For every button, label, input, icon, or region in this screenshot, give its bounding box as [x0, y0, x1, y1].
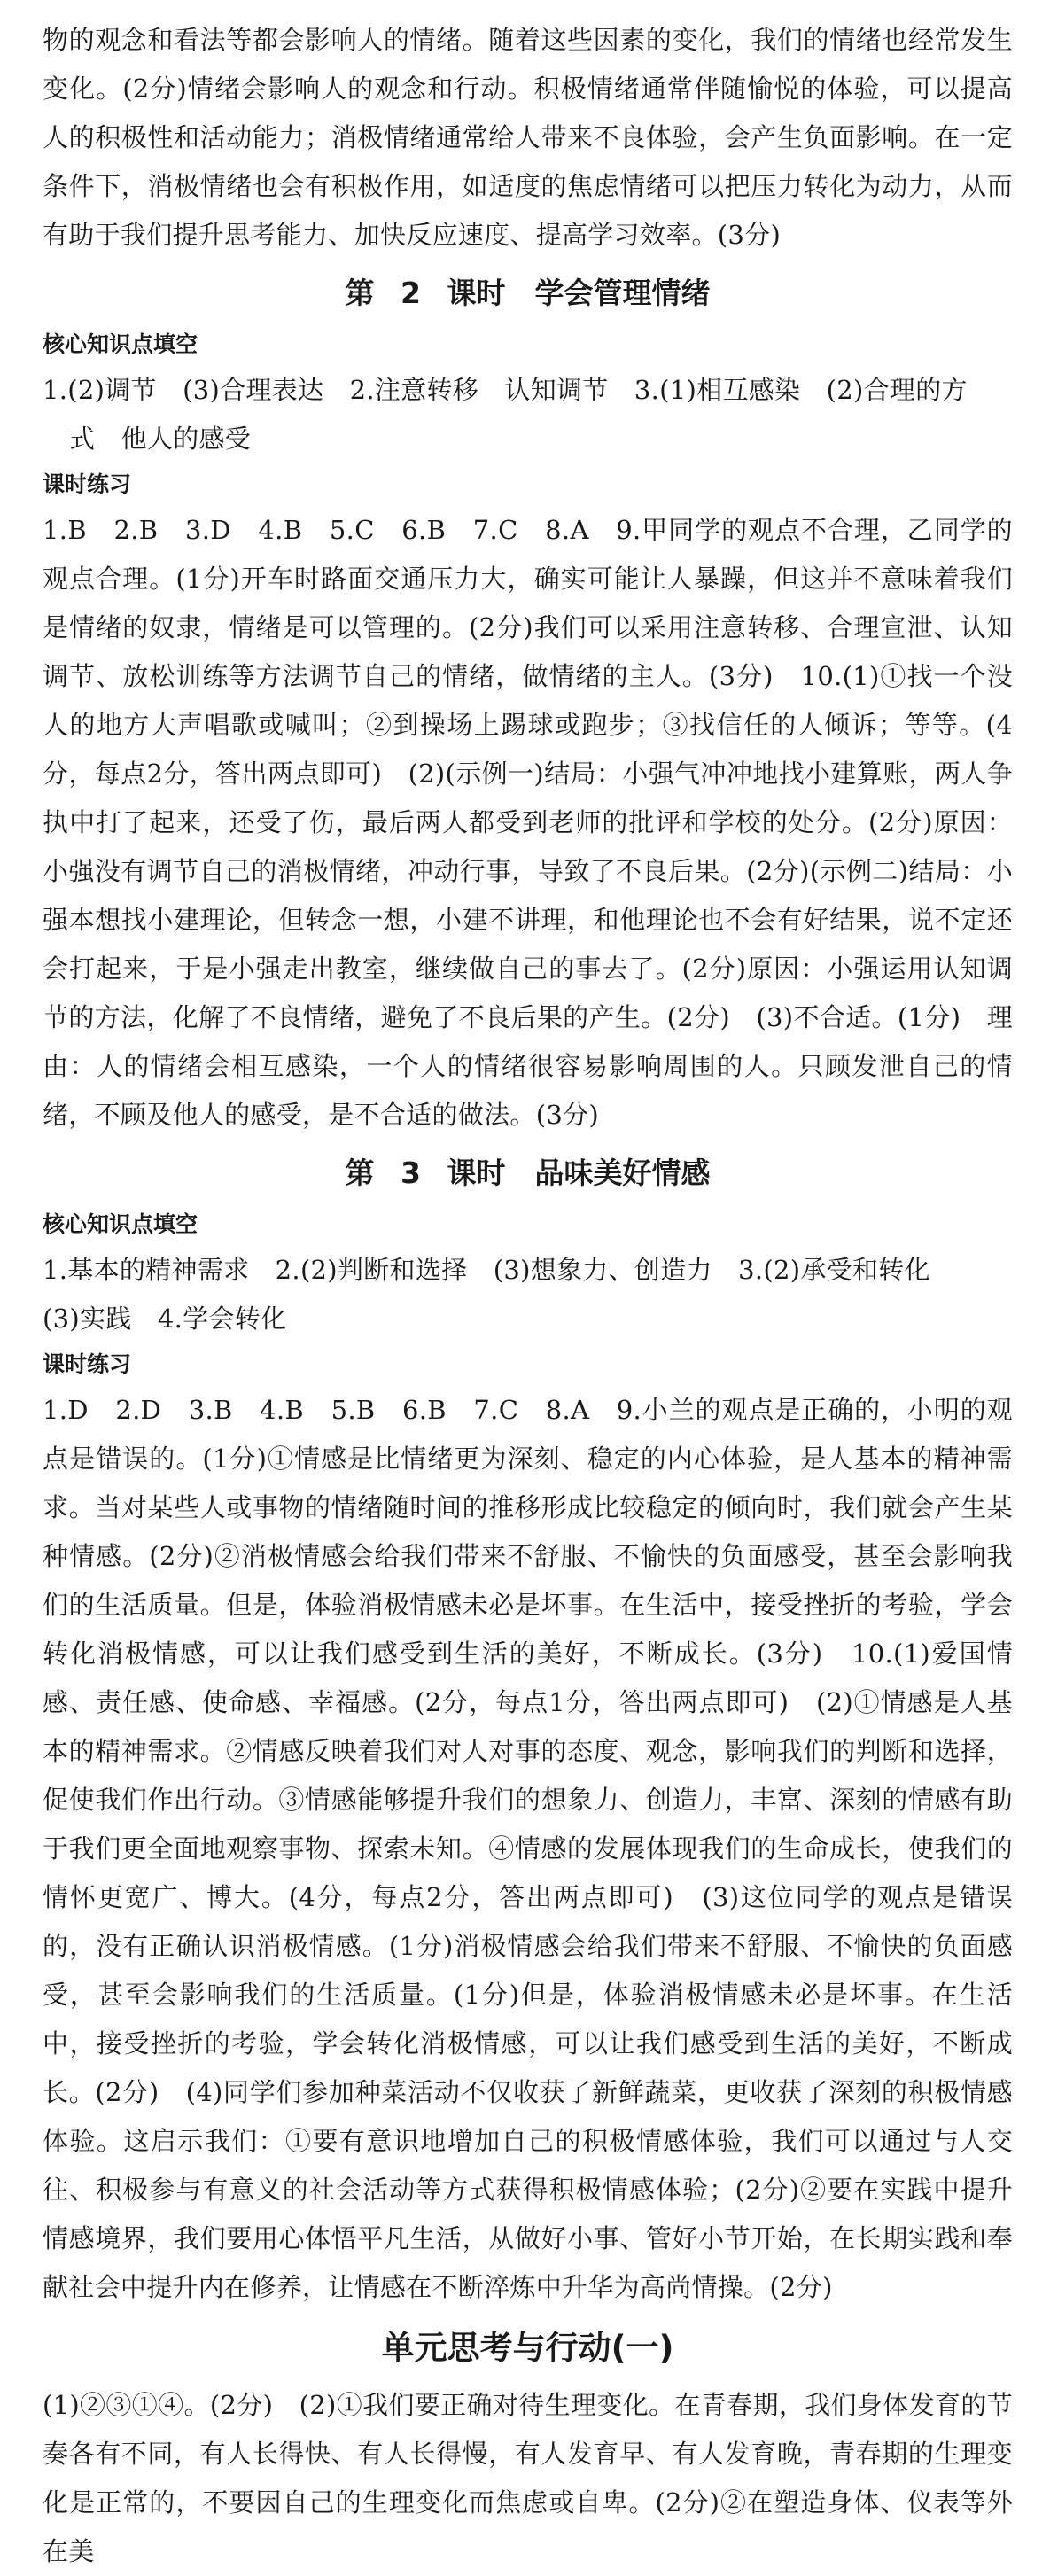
lesson-2-title: 第 2 课时 学会管理情绪: [345, 276, 711, 310]
lesson-3-knowledge-line-2: (3)实践 4.学会转化: [43, 1304, 287, 1334]
lesson-3-knowledge-label: 核心知识点填空: [43, 1211, 198, 1237]
unit-1-section: [43, 2319, 1013, 2576]
lesson-3-section: [43, 1147, 1013, 2312]
lesson-2-practice-label: 课时练习: [43, 471, 132, 497]
lesson-2-practice-answers: 1.B 2.B 3.D 4.B 5.C 6.B 7.C 8.A 9.甲同学的观点不合理，乙同学的观点合理。(1分)开车时路面交通压力大，确实可能让人暴躁，但这并不意味着我们是情绪的奴隶，情绪是可以管理的。(2分)我们可以采用注意转移、合理宣泄、认知调节、放松训练等方法调节自己的情绪，做情绪的主人。(3分) 10.(1)①找一个没人的地方大声唱歌或喊叫；②到操场上踢球或跑步；③找信任的人倾诉；等等。(4分，每点2分，答出两点即可) (2)(示例一)结局：小强气冲冲地找小建算账，两人争执中打了起来，还受了伤，最后两人都受到老师的批评和学校的处分。(2分)原因：小强没有调节自己的消极情绪，冲动行事，导致了不良后果。(2分)(示例二)结局：小强本想找小建理论，但转念一想，小建不讲理，和他理论也不会有好结果，说不定还会打起来，于是小强走出教室，继续做自己的事去了。(2分)原因：小强运用认知调节的方法，化解了不良情绪，避免了不良后果的产生。(2分) (3)不合适。(1分) 理由：人的情绪会相互感染，一个人的情绪很容易影响周围的人。只顾发泄自己的情绪，不顾及他人的感受，是不合适的做法。(3分): [43, 515, 1013, 1130]
unit-1-title: 单元思考与行动(一): [381, 2329, 674, 2367]
lesson-2-knowledge-label: 核心知识点填空: [43, 331, 198, 357]
lesson-3-title: 第 3 课时 品味美好情感: [345, 1156, 711, 1190]
intro-paragraph: 物的观念和看法等都会影响人的情绪。随着这些因素的变化，我们的情绪也经常发生变化。(2分)情绪会影响人的观念和行动。积极情绪通常伴随愉悦的体验，可以提高人的积极性和活动能力；消极情绪通常给人带来不良体验，会产生负面影响。在一定条件下，消极情绪也会有积极作用，如适度的焦虑情绪可以把压力转化为动力，从而有助于我们提升思考能力、加快反应速度、提高学习效率。(3分): [43, 25, 1013, 250]
lesson-2-knowledge-line-1: 1.(2)调节 (3)合理表达 2.注意转移 认知调节 3.(1)相互感染 (2)合理的方: [43, 375, 968, 405]
lesson-3-knowledge-line-1: 1.基本的精神需求 2.(2)判断和选择 (3)想象力、创造力 3.(2)承受和转化: [43, 1255, 930, 1285]
lesson-2-section: [43, 267, 1013, 1140]
lesson-3-practice-answers: 1.D 2.D 3.B 4.B 5.B 6.B 7.C 8.A 9.小兰的观点是正确的，小明的观点是错误的。(1分)①情感是比情绪更为深刻、稳定的内心体验，是人基本的精神需求。当对某些人或事物的情绪随时间的推移形成比较稳定的倾向时，我们就会产生某种情感。(2分)②消极情感会给我们带来不舒服、不愉快的负面感受，甚至会影响我们的生活质量。但是，体验消极情感未必是坏事。在生活中，接受挫折的考验，学会转化消极情感，可以让我们感受到生活的美好，不断成长。(3分) 10.(1)爱国情感、责任感、使命感、幸福感。(2分，每点1分，答出两点即可) (2)①情感是人基本的精神需求。②情感反映着我们对人对事的态度、观念，影响我们的判断和选择，促使我们作出行动。③情感能够提升我们的想象力、创造力，丰富、深刻的情感有助于我们更全面地观察事物、探索未知。④情感的发展体现我们的生命成长，使我们的情怀更宽广、博大。(4分，每点2分，答出两点即可) (3)这位同学的观点是错误的，没有正确认识消极情感。(1分)消极情感会给我们带来不舒服、不愉快的负面感受，甚至会影响我们的生活质量。(1分)但是，体验消极情感未必是坏事。在生活中，接受挫折的考验，学会转化消极情感，可以让我们感受到生活的美好，不断成长。(2分) (4)同学们参加种菜活动不仅收获了新鲜蔬菜，更收获了深刻的积极情感体验。这启示我们：①要有意识地增加自己的积极情感体验，我们可以通过与人交往、积极参与有意义的社会活动等方式获得积极情感体验；(2分)②要在实践中提升情感境界，我们要用心体悟平凡生活，从做好小事、管好小节开始，在长期实践和奉献社会中提升内在修养，让情感在不断淬炼中升华为高尚情操。(2分): [43, 1395, 1013, 2302]
lesson-2-knowledge-line-2: 式 他人的感受: [69, 424, 252, 454]
lesson-3-practice-label: 课时练习: [43, 1351, 132, 1377]
unit-1-answers: (1)②③①④。(2分) (2)①我们要正确对待生理变化。在青春期，我们身体发育的节奏各有不同，有人长得快、有人长得慢，有人发育早、有人发育晚，青春期的生理变化是正常的，不要因自己的生理变化而焦虑或自卑。(2分)②在塑造身体、仪表等外在美: [43, 2390, 1013, 2566]
